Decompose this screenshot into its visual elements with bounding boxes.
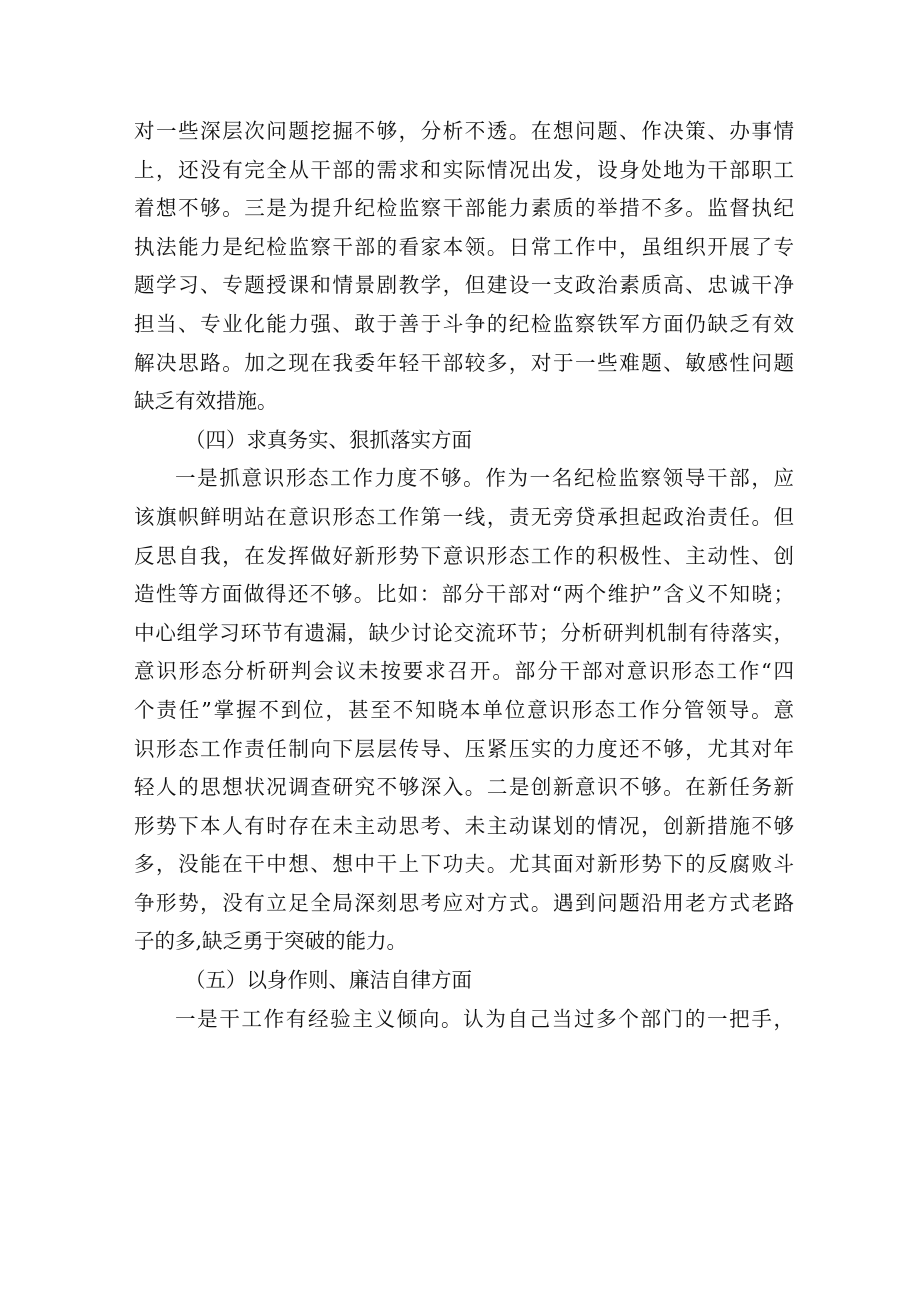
section-heading-4: （四）求真务实、狠抓落实方面 xyxy=(185,427,472,452)
section-5-paragraph xyxy=(134,1000,794,1039)
paragraph-continuation xyxy=(134,112,794,421)
text-line: 题学习、专题授课和情景剧教学，但建设一支政治素质高、忠诚干净 xyxy=(134,273,794,298)
text-line: 子的多,缺乏勇于突破的能力。 xyxy=(134,929,408,954)
text-line: 上，还没有完全从干部的需求和实际情况出发，设身处地为干部职工 xyxy=(134,157,794,182)
text-line: 担当、专业化能力强、敢于善于斗争的纪检监察铁军方面仍缺乏有效 xyxy=(134,311,794,336)
section-heading-5: （五）以身作则、廉洁自律方面 xyxy=(185,968,472,993)
text-line: 一是抓意识形态工作力度不够。作为一名纪检监察领导干部，应 xyxy=(175,466,794,491)
text-line: 轻人的思想状况调查研究不够深入。二是创新意识不够。在新任务新 xyxy=(134,775,794,800)
section-4-paragraph xyxy=(134,459,794,961)
text-line: 执法能力是纪检监察干部的看家本领。日常工作中，虽组织开展了专 xyxy=(134,234,794,259)
text-line: 缺乏有效措施。 xyxy=(134,389,278,414)
document-body xyxy=(134,112,794,1038)
text-line: 该旗帜鲜明站在意识形态工作第一线，责无旁贷承担起政治责任。但 xyxy=(134,504,794,529)
text-line: 意识形态分析研判会议未按要求召开。部分干部对意识形态工作“四 xyxy=(134,659,794,684)
text-line: 识形态工作责任制向下层层传导、压紧压实的力度还不够，尤其对年 xyxy=(134,736,794,761)
text-line: 中心组学习环节有遗漏，缺少讨论交流环节；分析研判机制有待落实， xyxy=(134,620,794,645)
text-line: 解决思路。加之现在我委年轻干部较多，对于一些难题、敏感性问题 xyxy=(134,350,794,375)
text-line: 对一些深层次问题挖掘不够，分析不透。在想问题、作决策、办事情 xyxy=(134,119,794,143)
text-line: 争形势，没有立足全局深刻思考应对方式。遇到问题沿用老方式老路 xyxy=(134,890,794,915)
text-line: 着想不够。三是为提升纪检监察干部能力素质的举措不多。监督执纪 xyxy=(134,196,794,221)
text-line: 造性等方面做得还不够。比如：部分干部对“两个维护”含义不知晓； xyxy=(134,582,794,607)
text-line: 个责任”掌握不到位，甚至不知晓本单位意识形态工作分管领导。意 xyxy=(134,697,794,722)
text-line: 形势下本人有时存在未主动思考、未主动谋划的情况，创新措施不够 xyxy=(134,813,794,838)
text-line: 反思自我，在发挥做好新形势下意识形态工作的积极性、主动性、创 xyxy=(134,543,794,568)
text-line: 多，没能在干中想、想中干上下功夫。尤其面对新形势下的反腐败斗 xyxy=(134,852,794,877)
text-line: 一是干工作有经验主义倾向。认为自己当过多个部门的一把手， xyxy=(175,1006,794,1031)
